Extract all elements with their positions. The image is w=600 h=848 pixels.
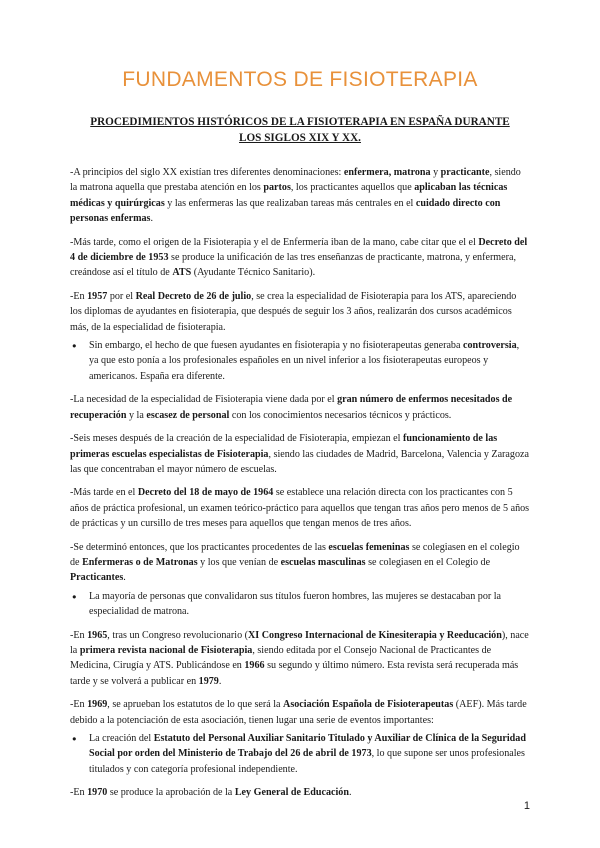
paragraph-necesidad: -La necesidad de la especialidad de Fisioterapia viene dada por el gran número de enfermos necesitados de recuperación y la escasez de personal con los conocimientos necesarios técnicos y prácticos. <box>70 394 513 421</box>
list-item: ● Sin embargo, el hecho de que fuesen ayudantes en fisioterapia y no fisioterapeutas generaba controversia, ya que esto ponía a los profesionales españoles en un nivel inferior a los fisioterapeutas europeos y americanos. España era diferente. <box>70 338 530 384</box>
bullet-list <box>70 338 530 384</box>
list-item: ● La mayoría de personas que convalidaron sus títulos fueron hombres, las mujeres se destacaban por la especialidad de matrona. <box>70 589 530 620</box>
paragraph-escuelas: -Seis meses después de la creación de la especialidad de Fisioterapia, empiezan el funcionamiento de las primeras escuelas especialistas de Fisioterapia, siendo las ciudades de Madrid, Barcelona, Valencia y Zaragoza las que concentraban el mayor número de escuelas. <box>70 433 529 475</box>
paragraph-congreso-1965: -En 1965, tras un Congreso revolucionario (XI Congreso Internacional de Kinesiterapia y Reeducación), nace la primera revista nacional de Fisioterapia, siendo editada por el Consejo Nacional de Practicantes de Medicina, Cirugía y ATS. Publicándose en 1966 su segundo y último número. Esta revista será recuperada más tarde y se volverá a publicar en 1979. <box>70 629 529 687</box>
bullet-list <box>70 731 530 777</box>
section-subtitle: PROCEDIMIENTOS HISTÓRICOS DE LA FISIOTERAPIA EN ESPAÑA DURANTE LOS SIGLOS XIX Y XX. <box>90 116 510 144</box>
paragraph-real-decreto-1957: -En 1957 por el Real Decreto de 26 de julio, se crea la especialidad de Fisioterapia para los ATS, apareciendo los diplomas de ayudantes en fisioterapia, que después de seguir los 3 años, realizarán dos cursos académicos más, de la especialidad de fisioterapia. <box>70 290 517 333</box>
bullet-list <box>70 589 530 620</box>
paragraph-denominaciones: -A principios del siglo XX existían tres diferentes denominaciones: enfermera, matrona y practicante, siendo la matrona aquella que prestaba atención en los partos, los practicantes aquellos que aplicaban las técnicas médicas y quirúrgicas y las enfermeras las que realizaban tareas más centrales en el cuidado directo con personas enfermas. <box>70 167 521 225</box>
page-number: 1 <box>523 800 530 812</box>
paragraph-ley-1970: -En 1970 se produce la aprobación de la Ley General de Educación. <box>70 787 352 799</box>
list-item: ● La creación del Estatuto del Personal Auxiliar Sanitario Titulado y Auxiliar de Clínica de la Seguridad Social por orden del Ministerio de Trabajo del 26 de abril de 1973, lo que supone ser unos profesionales titulados y con categoría profesional independiente. <box>70 731 530 777</box>
paragraph-decreto-1953: -Más tarde, como el origen de la Fisioterapia y el de Enfermería iban de la mano, cabe citar que el el Decreto del 4 de diciembre de 1953 se produce la unificación de las tres enseñanzas de practicante, matrona, y enfermera, creándose así el título de ATS (Ayudante Técnico Sanitario). <box>70 236 528 279</box>
paragraph-aef-1969: -En 1969, se aprueban los estatutos de lo que será la Asociación Española de Fisioterapeutas (AEF). Más tarde debido a la potenciación de esta asociación, tienen lugar una serie de eventos importantes: <box>70 699 527 726</box>
paragraph-colegios: -Se determinó entonces, que los practicantes procedentes de las escuelas femeninas se colegiasen en el colegio de Enfermeras o de Matronas y los que venían de escuelas masculinas se colegiasen en el Colegio de Practicantes. <box>70 541 520 584</box>
paragraph-decreto-1964: -Más tarde en el Decreto del 18 de mayo de 1964 se establece una relación directa con los practicantes con 5 años de práctica profesional, un examen teórico-práctico para aquellos que tengan tras años pero menos de 5 años de prácticas y un cursillo de tres meses para aquellos que tengan menos de tres años. <box>70 487 530 530</box>
document-title: FUNDAMENTOS DE FISIOTERAPIA <box>122 68 478 91</box>
